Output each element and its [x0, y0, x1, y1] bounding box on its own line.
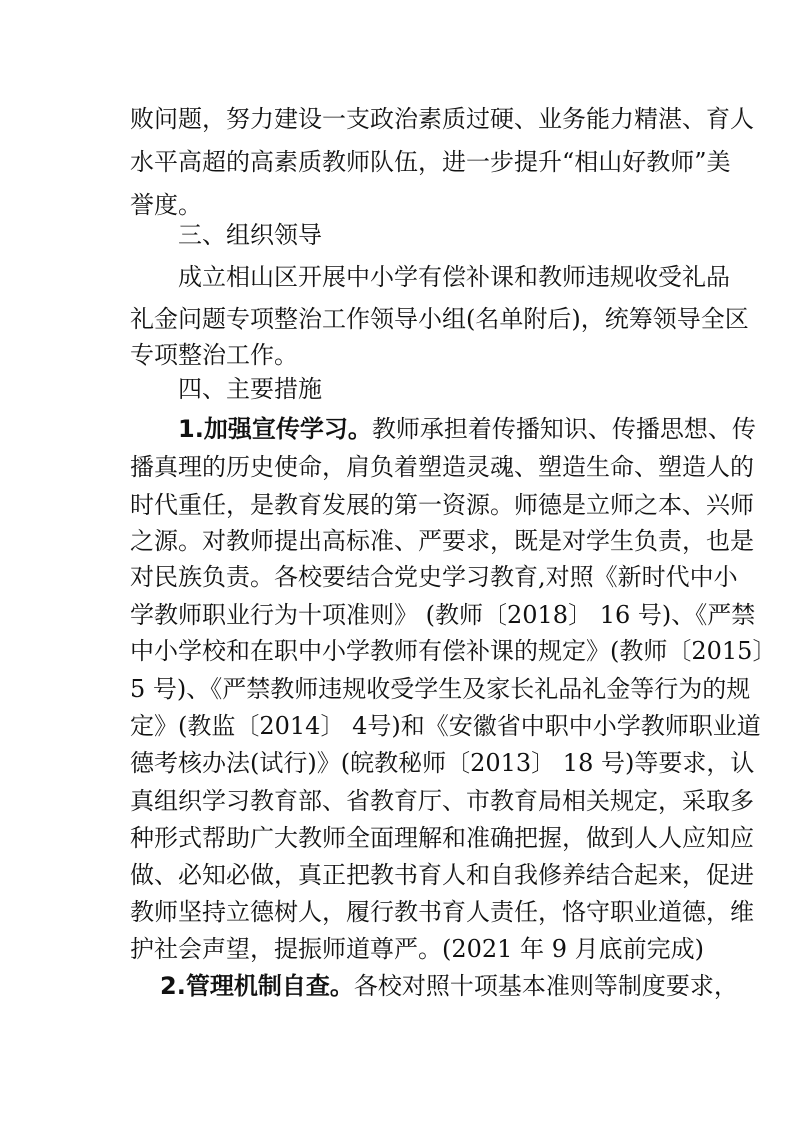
- body-text-line: 5 号)、《严禁教师违规收受学生及家长礼品礼金等行为的规: [130, 675, 751, 703]
- body-text-line: 学教师职业行为十项准则》 (教师〔2018〕 16 号)、《严禁: [130, 601, 756, 629]
- body-text-line: 定》(教监〔2014〕 4号)和《安徽省中职中小学教师职业道: [130, 712, 761, 740]
- body-text-line: 播真理的历史使命，肩负着塑造灵魂、塑造生命、塑造人的: [130, 453, 754, 481]
- body-text-line: 真组织学习教育部、省教育厅、市教育局相关规定，采取多: [130, 787, 754, 815]
- body-text-line: 败问题，努力建设一支政治素质过硬、业务能力精湛、育人: [130, 105, 754, 133]
- body-text-line: 做、必知必做，真正把教书育人和自我修养结合起来，促进: [130, 861, 754, 889]
- body-text-line: 水平高超的高素质教师队伍，进一步提升“相山好教师”美: [130, 148, 731, 176]
- body-text-line: 德考核办法(试行)》(皖教秘师〔2013〕 18 号)等要求，认: [130, 749, 755, 777]
- body-text-line: 对民族负责。各校要结合党史学习教育,对照《新时代中小: [130, 563, 738, 591]
- section-heading-organization: 三、组织领导: [178, 221, 322, 249]
- measure-1-title: 1.加强宣传学习。: [178, 415, 372, 443]
- measure-1-text: 教师承担着传播知识、传播思想、传: [371, 415, 756, 443]
- body-text-line: 种形式帮助广大教师全面理解和准确把握，做到人人应知应: [130, 824, 754, 852]
- body-text-line: 誉度。: [130, 191, 202, 219]
- body-text-line: 专项整治工作。: [130, 341, 298, 369]
- body-text-line: 教师坚持立德树人，履行教书育人责任，恪守职业道德，维: [130, 898, 754, 926]
- body-text-line: 中小学校和在职中小学教师有偿补课的规定》(教师〔2015〕: [130, 637, 777, 665]
- measure-2-text: 各校对照十项基本准则等制度要求，: [353, 972, 738, 1000]
- measure-2-title: 2.管理机制自查。: [160, 972, 354, 1000]
- body-text-line: 之源。对教师提出高标准、严要求，既是对学生负责，也是: [130, 527, 754, 555]
- section-heading-measures: 四、主要措施: [178, 375, 322, 403]
- body-text-line: 护社会声望，提振师道尊严。(2021 年 9 月底前完成): [130, 935, 704, 963]
- measure-1-first-line: [178, 410, 756, 448]
- body-text-line: 礼金问题专项整治工作领导小组(名单附后)，统筹领导全区: [130, 305, 749, 333]
- body-text-line: 成立相山区开展中小学有偿补课和教师违规收受礼品: [178, 263, 730, 291]
- measure-2-first-line: [160, 967, 738, 1005]
- body-text-line: 时代重任，是教育发展的第一资源。师德是立师之本、兴师: [130, 491, 754, 519]
